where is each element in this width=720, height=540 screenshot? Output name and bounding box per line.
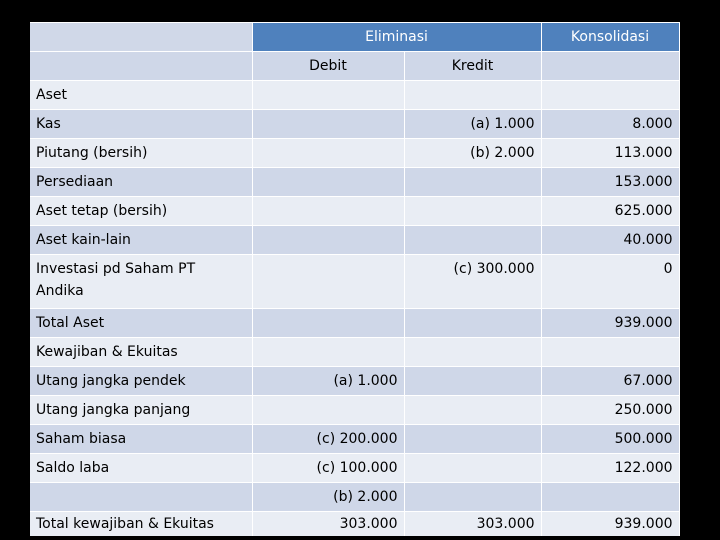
table-row <box>30 454 679 483</box>
row-debit <box>252 139 404 168</box>
row-label: Investasi pd Saham PT Andika <box>30 255 252 309</box>
row-label: Kas <box>30 110 252 139</box>
row-kredit <box>404 396 541 425</box>
row-label: Piutang (bersih) <box>30 139 252 168</box>
row-label: Aset <box>30 81 252 110</box>
consolidation-worksheet <box>30 22 679 540</box>
row-konsolidasi: 67.000 <box>541 367 679 396</box>
header-eliminasi: Eliminasi <box>252 23 541 52</box>
row-label: Saham biasa <box>30 425 252 454</box>
table-row <box>30 168 679 197</box>
header-blank-cell <box>30 23 252 52</box>
row-label: Kewajiban & Ekuitas <box>30 338 252 367</box>
table-row <box>30 81 679 110</box>
row-konsolidasi: 939.000 <box>541 512 679 537</box>
table-row <box>30 197 679 226</box>
row-kredit <box>404 425 541 454</box>
row-label: Total Aset <box>30 309 252 338</box>
row-konsolidasi: 250.000 <box>541 396 679 425</box>
row-debit: (a) 1.000 <box>252 367 404 396</box>
row-kredit: 303.000 <box>404 512 541 537</box>
row-kredit <box>404 338 541 367</box>
row-label: Utang jangka pendek <box>30 367 252 396</box>
subheader-blank-cell <box>30 52 252 81</box>
row-label: Persediaan <box>30 168 252 197</box>
row-debit <box>252 338 404 367</box>
row-debit <box>252 168 404 197</box>
row-label: Aset kain-lain <box>30 226 252 255</box>
row-kredit: (b) 2.000 <box>404 139 541 168</box>
row-label: Saldo laba <box>30 454 252 483</box>
row-konsolidasi <box>541 483 679 512</box>
table-row <box>30 110 679 139</box>
table-row <box>30 512 679 537</box>
row-debit: (c) 100.000 <box>252 454 404 483</box>
header-kredit: Kredit <box>404 52 541 81</box>
row-kredit <box>404 309 541 338</box>
row-debit <box>252 110 404 139</box>
table-row <box>30 226 679 255</box>
header-row-2 <box>30 52 679 81</box>
row-kredit <box>404 483 541 512</box>
row-kredit <box>404 197 541 226</box>
table-row <box>30 483 679 512</box>
row-debit <box>252 197 404 226</box>
row-debit <box>252 81 404 110</box>
row-label: Utang jangka panjang <box>30 396 252 425</box>
row-kredit <box>404 454 541 483</box>
subheader-blank-cell-2 <box>541 52 679 81</box>
row-konsolidasi: 500.000 <box>541 425 679 454</box>
row-kredit <box>404 226 541 255</box>
row-kredit: (a) 1.000 <box>404 110 541 139</box>
table-row <box>30 425 679 454</box>
row-konsolidasi <box>541 338 679 367</box>
header-row-1 <box>30 23 679 52</box>
row-label: Aset tetap (bersih) <box>30 197 252 226</box>
table-row <box>30 396 679 425</box>
table-row <box>30 367 679 396</box>
row-debit: 303.000 <box>252 512 404 537</box>
row-debit <box>252 255 404 309</box>
row-kredit <box>404 367 541 396</box>
row-debit <box>252 226 404 255</box>
row-konsolidasi: 113.000 <box>541 139 679 168</box>
header-debit: Debit <box>252 52 404 81</box>
row-debit <box>252 309 404 338</box>
row-konsolidasi: 8.000 <box>541 110 679 139</box>
row-konsolidasi: 40.000 <box>541 226 679 255</box>
table-row <box>30 255 679 309</box>
row-konsolidasi: 0 <box>541 255 679 309</box>
row-konsolidasi: 122.000 <box>541 454 679 483</box>
consolidation-table <box>30 22 680 536</box>
table-row <box>30 139 679 168</box>
row-kredit <box>404 168 541 197</box>
table-row <box>30 309 679 338</box>
row-debit <box>252 396 404 425</box>
row-konsolidasi: 939.000 <box>541 309 679 338</box>
row-konsolidasi: 153.000 <box>541 168 679 197</box>
table-row <box>30 338 679 367</box>
row-konsolidasi: 625.000 <box>541 197 679 226</box>
row-debit: (b) 2.000 <box>252 483 404 512</box>
row-debit: (c) 200.000 <box>252 425 404 454</box>
row-konsolidasi <box>541 81 679 110</box>
header-konsolidasi: Konsolidasi <box>541 23 679 52</box>
row-label <box>30 483 252 512</box>
row-kredit: (c) 300.000 <box>404 255 541 309</box>
row-kredit <box>404 81 541 110</box>
row-label: Total kewajiban & Ekuitas <box>30 512 252 537</box>
